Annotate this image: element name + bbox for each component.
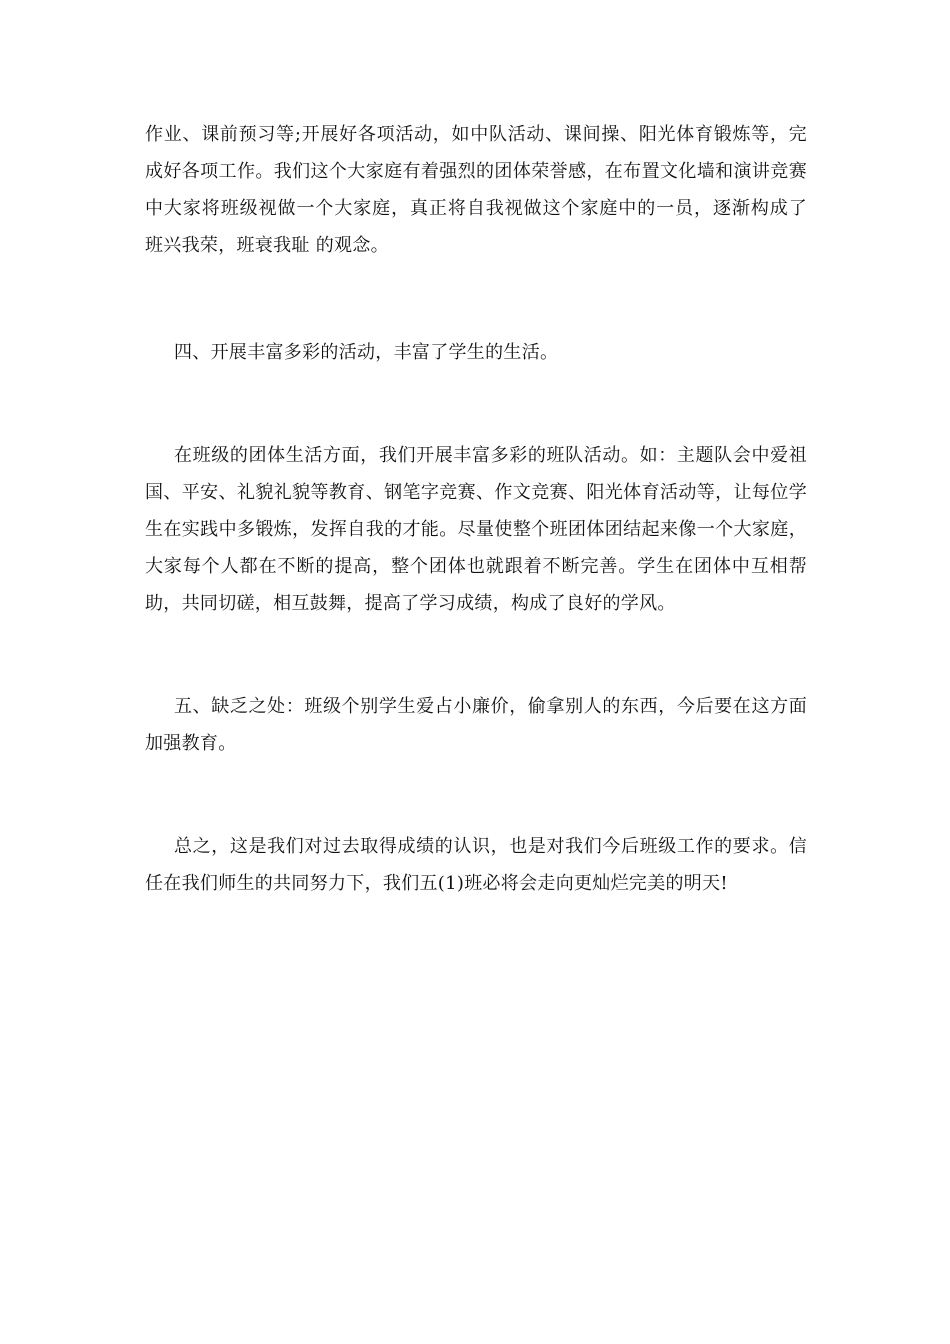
section-heading-shortcomings: 五、缺乏之处：班级个别学生爱占小廉价，偷拿别人的东西，今后要在这方面加强教育。 xyxy=(145,696,807,754)
paragraph-conclusion: 总之，这是我们对过去取得成绩的认识，也是对我们今后班级工作的要求。信任在我们师生的共同努力下，我们五(1)班必将会走向更灿烂完美的明天! xyxy=(145,836,807,894)
paragraph-group-life: 在班级的团体生活方面，我们开展丰富多彩的班队活动。如：主题队会中爱祖国、平安、礼貌礼貌等教育、钢笔字竞赛、作文竞赛、阳光体育活动等，让每位学生在实践中多锻炼，发挥自我的才能。尽量使整个班团体团结起来像一个大家庭，大家每个人都在不断的提高，整个团体也就跟着不断完善。学生在团体中互相帮助，共同切磋，相互鼓舞，提高了学习成绩，构成了良好的学风。 xyxy=(145,445,807,614)
paragraph-class-honor: 作业、课前预习等;开展好各项活动，如中队活动、课间操、阳光体育锻炼等，完成好各项工作。我们这个大家庭有着强烈的团体荣誉感，在布置文化墙和演讲竞赛中大家将班级视做一个大家庭，真正将自我视做这个家庭中的一员，逐渐构成了 班兴我荣，班衰我耻 的观念。 xyxy=(145,124,807,256)
section-heading-activities: 四、开展丰富多彩的活动，丰富了学生的生活。 xyxy=(174,342,559,363)
